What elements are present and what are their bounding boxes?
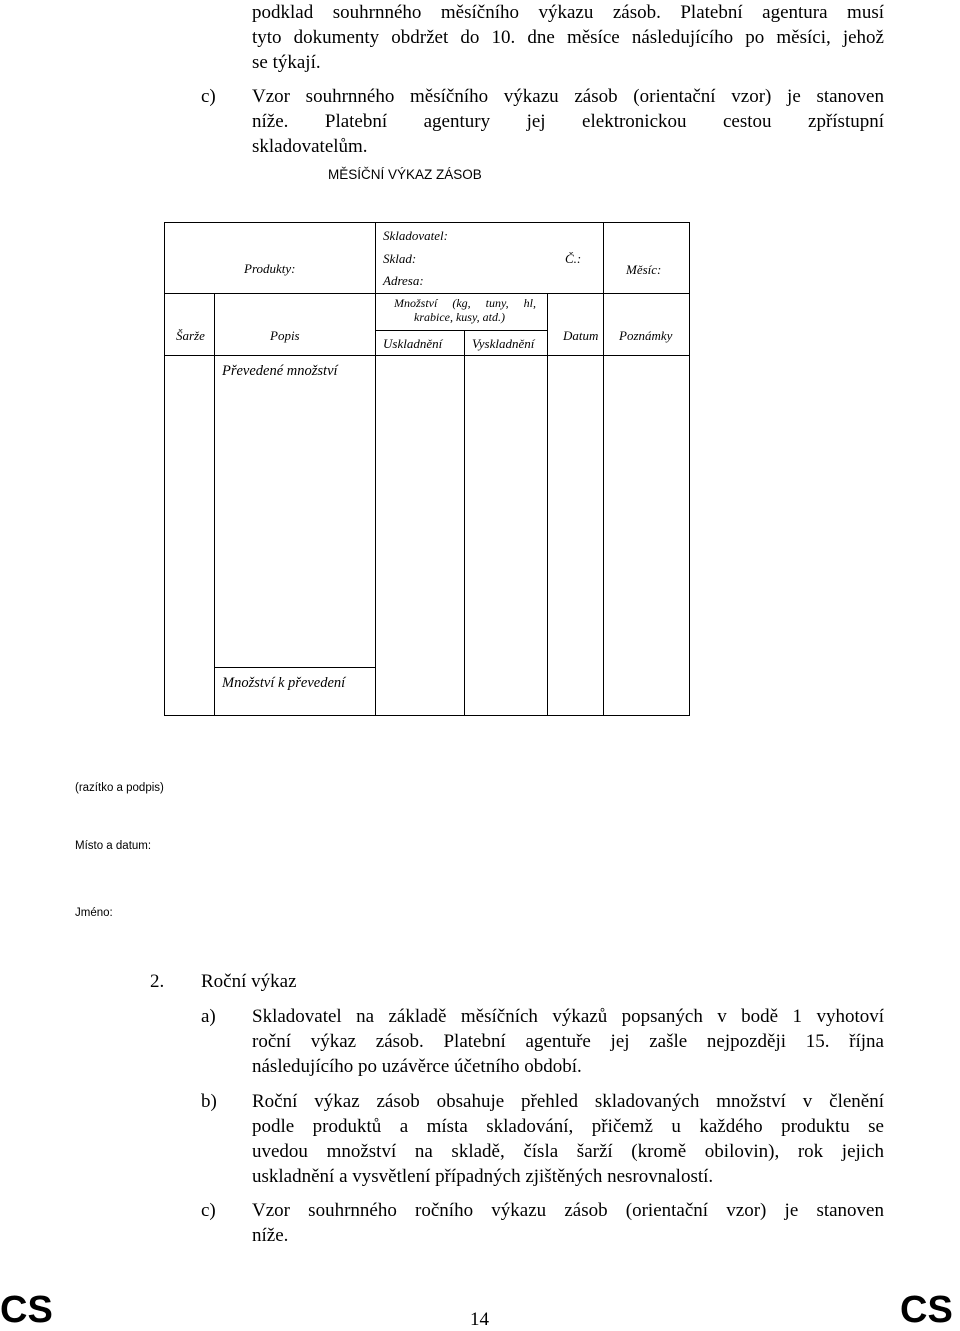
label-datum: Datum [563, 328, 599, 343]
label-k-prevedeni: Množství k převedení [222, 675, 346, 691]
row-divider [375, 330, 547, 331]
text-line: níže. [252, 1225, 289, 1246]
row-divider [164, 293, 690, 294]
col-divider [464, 330, 465, 716]
list-marker: b) [201, 1091, 217, 1112]
list-marker: a) [201, 1006, 216, 1027]
footer-language-code-left: CS [0, 1289, 53, 1331]
text-line: tyto dokumenty obdržet do 10. dne měsíce následujícího po měsíci, jehož [252, 27, 884, 48]
label-adresa: Adresa: [383, 273, 424, 288]
section-heading: Roční výkaz [201, 971, 297, 992]
stamp-signature-label: (razítko a podpis) [75, 782, 164, 794]
text-line: uskladnění a vysvětlení případných zjištěných nesrovnalostí. [252, 1166, 714, 1187]
text-line: níže. Platební agentury jej elektronickou cestou zpřístupní [252, 111, 884, 132]
label-produkty: Produkty: [244, 261, 296, 276]
label-mesic: Měsíc: [626, 262, 662, 277]
form-title: MĚSÍČNÍ VÝKAZ ZÁSOB [328, 167, 482, 182]
footer-language-code-right: CS [900, 1289, 953, 1331]
label-sklad: Sklad: [383, 251, 417, 266]
name-label: Jméno: [75, 907, 113, 919]
place-date-label: Místo a datum: [75, 840, 152, 852]
label-popis: Popis [270, 328, 300, 343]
label-vyskladneni: Vyskladnění [472, 336, 535, 351]
text-line: se týkají. [252, 52, 321, 73]
label-uskladneni: Uskladnění [383, 336, 443, 351]
col-divider [375, 222, 376, 716]
text-line: podle produktů a místa skladování, přičemž u každého produktu se [252, 1116, 884, 1137]
section-number: 2. [150, 971, 165, 992]
text-line: skladovatelům. [252, 136, 368, 157]
item-c-annual [252, 1198, 884, 1248]
item-c-monthly [252, 84, 884, 159]
label-poznamky: Poznámky [619, 328, 673, 343]
label-mnozstvi-line: Množství (kg, tuny, hl, [394, 296, 536, 310]
item-b [252, 1089, 884, 1189]
item-a [252, 1004, 884, 1079]
text-line: Vzor souhrnného měsíčního výkazu zásob (orientační vzor) je stanoven [252, 86, 884, 107]
row-divider [164, 355, 690, 356]
label-skladovatel: Skladovatel: [383, 228, 448, 243]
text-line: roční výkaz zásob. Platební agentuře jej zašle nejpozději 15. října [252, 1031, 884, 1052]
list-marker: c) [201, 1200, 216, 1221]
text-line: Skladovatel na základě měsíčních výkazů popsaných v bodě 1 vyhotoví [252, 1006, 884, 1027]
label-mnozstvi-line: krabice, kusy, atd.) [414, 310, 505, 324]
text-line: Vzor souhrnného ročního výkazu zásob (orientační vzor) je stanoven [252, 1200, 884, 1221]
label-sarze: Šarže [176, 328, 205, 343]
list-marker: c) [201, 86, 216, 107]
label-mnozstvi [394, 296, 536, 324]
label-prevedene: Převedené množství [222, 363, 338, 379]
label-cislo: Č.: [565, 251, 582, 266]
text-line: uvedou množství na skladě, čísla šarží (kromě obilovin), rok jejich [252, 1141, 884, 1162]
col-divider [547, 293, 548, 716]
col-divider [214, 293, 215, 716]
text-line: podklad souhrnného měsíčního výkazu zásob. Platební agentura musí [252, 2, 884, 23]
row-divider [214, 667, 375, 668]
page-number: 14 [470, 1309, 489, 1330]
text-line: následujícího po uzávěrce účetního období. [252, 1056, 582, 1077]
col-divider [603, 222, 604, 716]
text-line: Roční výkaz zásob obsahuje přehled skladovaných množství v členění [252, 1091, 884, 1112]
top-paragraph [252, 0, 884, 75]
